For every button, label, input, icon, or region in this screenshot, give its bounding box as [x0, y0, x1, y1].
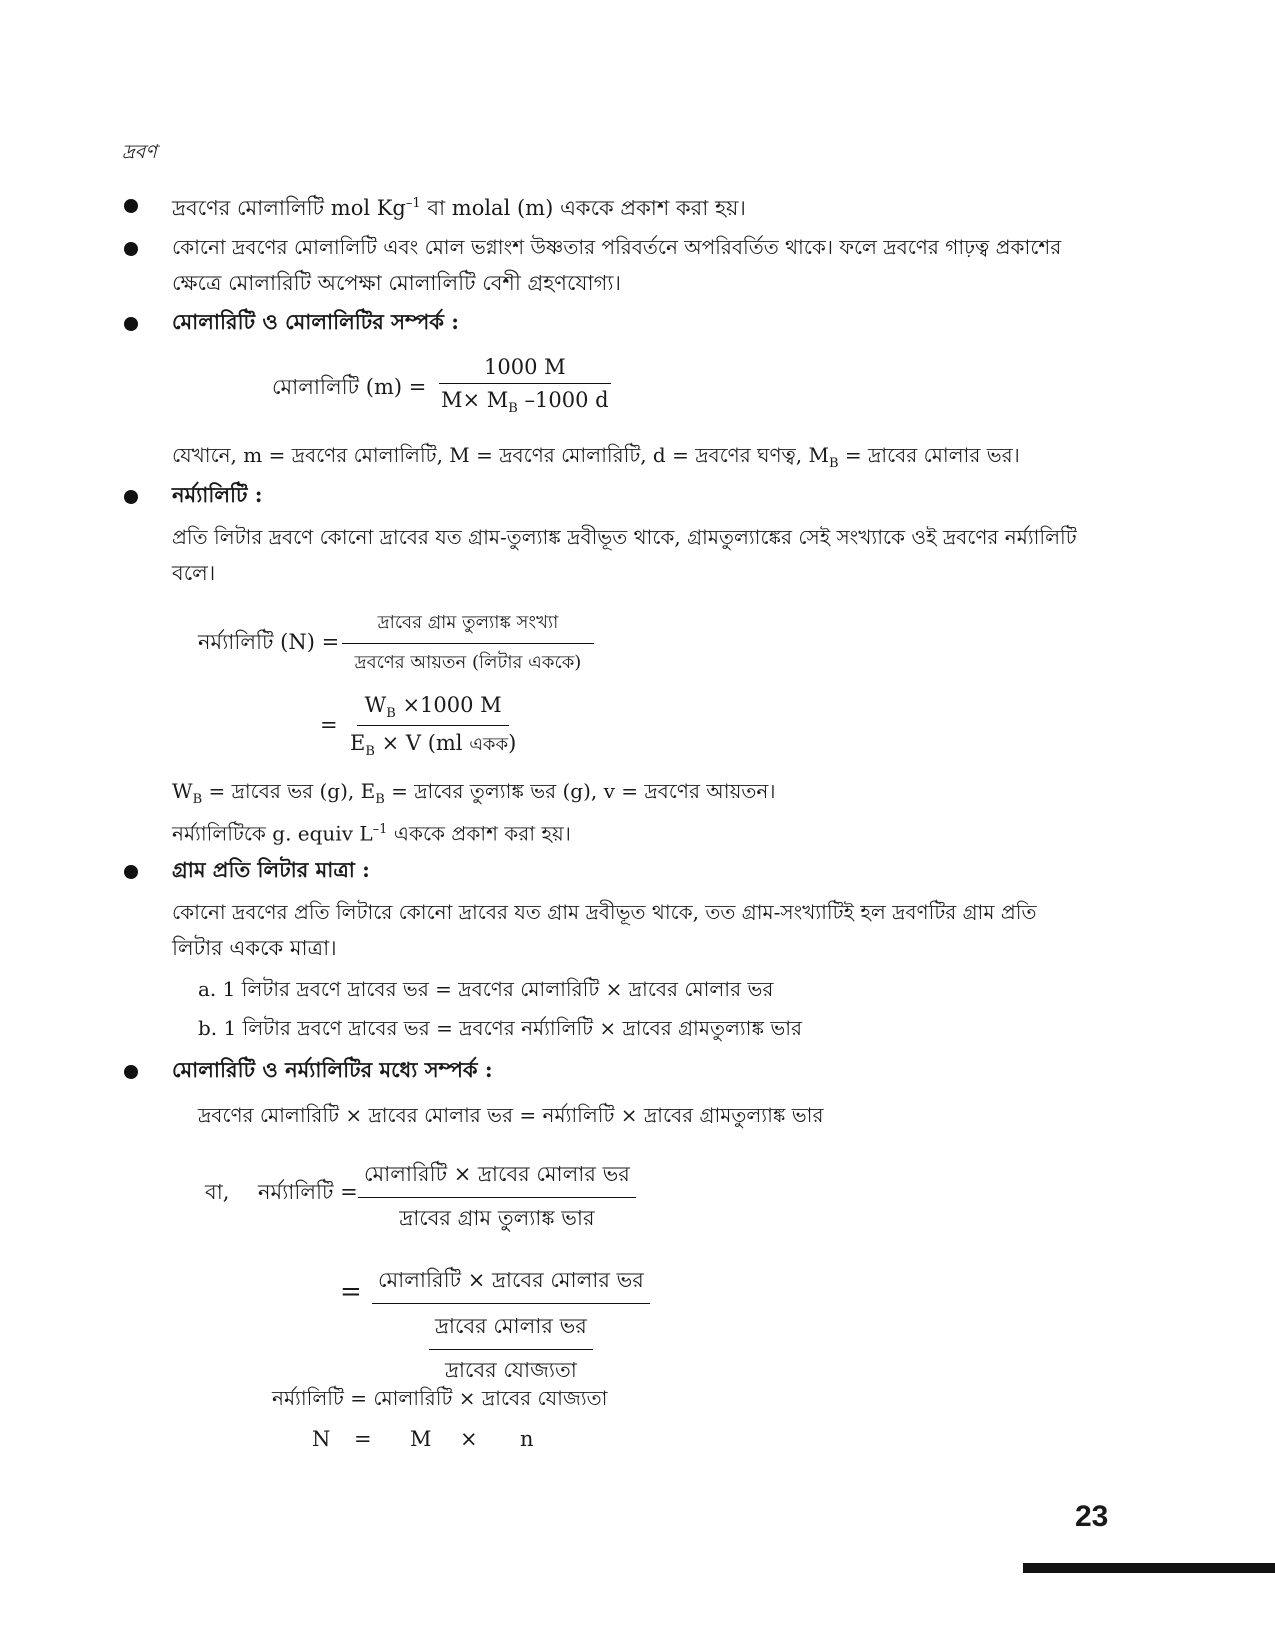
fraction-denominator: [423, 1304, 599, 1389]
molality-unit-line: [172, 189, 746, 223]
section-heading: গ্রাম প্রতি লিটার মাত্রা :: [172, 857, 370, 882]
bullet-icon: [124, 1065, 138, 1079]
fraction-numerator: মোলারিটি × দ্রাবের মোলার ভর: [372, 1264, 650, 1304]
bullet-icon: [124, 317, 138, 331]
superscript: –1: [372, 822, 388, 837]
equals-sign: =: [340, 1277, 362, 1307]
section-heading: নর্ম্যালিটি :: [172, 482, 263, 507]
fraction-denominator: দ্রাবের গ্রাম তুল্যাঙ্ক ভার: [399, 1206, 595, 1230]
subscript: B: [386, 706, 396, 722]
symbol-definition-line: [172, 776, 776, 815]
formula-lhs: নর্ম্যালিটি =: [258, 1180, 358, 1204]
footer-bar: [1023, 1563, 1275, 1573]
fraction-numerator: [357, 693, 509, 726]
inner-numerator: দ্রাবের মোলার ভর: [429, 1310, 593, 1350]
equals-sign: =: [320, 713, 338, 737]
bullet-icon: [124, 199, 138, 213]
running-header: দ্রবণ: [122, 141, 157, 163]
section-heading: মোলারিটি ও মোলালিটির সম্পর্ক :: [172, 309, 460, 334]
subscript: B: [365, 744, 375, 760]
text: W: [364, 693, 387, 717]
paragraph-line: কোনো দ্রবণের প্রতি লিটারে কোনো দ্রাবের যত গ্রাম দ্রবীভূত থাকে, তত গ্রাম-সংখ্যাটিই হল দ্রবণটির গ্রাম প্রতি: [172, 900, 1037, 924]
inner-denominator: দ্রাবের যোজ্যতা: [444, 1358, 577, 1382]
text: নর্ম্যালিটিকে g. equiv L: [172, 821, 373, 846]
paragraph-line: কোনো দ্রবণের মোলালিটি এবং মোল ভগ্নাংশ উষ্ণতার পরিবর্তনে অপরিবর্তিত থাকে। ফলে দ্রবণের গাঢ়ত্ব প্রকাশের: [172, 235, 1062, 259]
ba-label: বা,: [205, 1180, 230, 1204]
bullet-icon: [124, 242, 138, 256]
text: = দ্রাবের মোলার ভর।: [838, 443, 1020, 467]
text: ×1000 M: [395, 693, 502, 717]
subscript: B: [375, 792, 385, 807]
list-item: b. 1 লিটার দ্রবণে দ্রাবের ভর = দ্রবণের নর্ম্যালিটি × দ্রাবের গ্রামতুল্যাঙ্ক ভার: [198, 1016, 803, 1040]
section-heading: মোলারিটি ও নর্ম্যালিটির মধ্যে সম্পর্ক :: [172, 1057, 493, 1082]
subscript: B: [828, 456, 839, 471]
subscript: B: [508, 401, 518, 417]
symbol-equals: =: [354, 1427, 372, 1451]
normality-unit-line: [172, 815, 571, 849]
paragraph-line: বলে।: [172, 561, 216, 585]
symbol-n: N: [312, 1427, 331, 1451]
text: E: [350, 731, 366, 756]
fraction-denominator: দ্রবণের আয়তন (লিটার এককে): [354, 652, 582, 673]
text: × V (ml: [374, 731, 470, 756]
text: W: [172, 779, 193, 803]
text: ): [508, 731, 517, 756]
text: দ্রবণের মোলালিটি mol Kg: [172, 196, 406, 220]
molarity-normality-fraction: [358, 1158, 636, 1237]
fraction-numerator: দ্রাবের গ্রাম তুল্যাঙ্ক সংখ্যা: [342, 608, 594, 644]
result-line: নর্ম্যালিটি = মোলারিটি × দ্রাবের যোজ্যতা: [272, 1386, 608, 1410]
normality-fraction-2: [344, 693, 522, 761]
text: = দ্রাবের ভর (g), E: [202, 779, 376, 803]
list-item: a. 1 লিটার দ্রবণে দ্রাবের ভর = দ্রবণের মোলারিটি × দ্রাবের মোলার ভর: [198, 977, 774, 1001]
text: একক: [469, 734, 509, 756]
text: যেখানে, m = দ্রবণের মোলালিটি, M = দ্রবণের মোলারিটি, d = দ্রবণের ঘণত্ব, M: [172, 443, 829, 467]
formula-lhs: মোলালিটি (m) =: [272, 375, 427, 399]
paragraph-line: ক্ষেত্রে মোলারিটি অপেক্ষা মোলালিটি বেশী গ্রহণযোগ্য।: [172, 271, 621, 295]
symbol-times: ×: [460, 1427, 478, 1451]
page-number: 23: [1075, 1500, 1109, 1533]
symbol-m: M: [410, 1427, 432, 1451]
paragraph-line: প্রতি লিটার দ্রবণে কোনো দ্রাবের যত গ্রাম-তুল্যাঙ্ক দ্রবীভূত থাকে, গ্রামতুল্যাঙ্কের সেই সংখ্যাকে ওই দ্রবণের নর্ম্যালিটি: [172, 525, 1077, 549]
where-line: [172, 440, 1020, 479]
text: বা molal (m) এককে প্রকাশ করা হয়।: [420, 196, 746, 220]
bullet-icon: [124, 865, 138, 879]
superscript: –1: [405, 196, 421, 211]
inner-fraction: [429, 1310, 593, 1389]
formula-lhs: নর্ম্যালিটি (N) =: [198, 630, 340, 654]
equation-line: দ্রবণের মোলারিটি × দ্রাবের মোলার ভর = নর্ম্যালিটি × দ্রাবের গ্রামতুল্যাঙ্ক ভার: [198, 1103, 824, 1127]
symbol-equation: [312, 1424, 534, 1454]
fraction-numerator: 1000 M: [439, 355, 611, 384]
text: M× M: [441, 388, 509, 412]
fraction-denominator: [344, 726, 522, 761]
bullet-icon: [124, 490, 138, 504]
fraction-numerator: মোলারিটি × দ্রাবের মোলার ভর: [358, 1158, 636, 1198]
paragraph-line: লিটার এককে মাত্রা।: [172, 936, 337, 960]
fraction-denominator: [435, 384, 615, 416]
text: = দ্রাবের তুল্যাঙ্ক ভর (g), v = দ্রবণের আয়তন।: [384, 779, 776, 803]
compound-fraction: [372, 1264, 650, 1389]
normality-fraction: [342, 608, 594, 679]
subscript: B: [192, 792, 203, 807]
text: এককে প্রকাশ করা হয়।: [387, 821, 571, 846]
molality-fraction: [435, 355, 615, 416]
symbol-valency: n: [520, 1427, 534, 1451]
text: –1000 d: [517, 388, 609, 412]
